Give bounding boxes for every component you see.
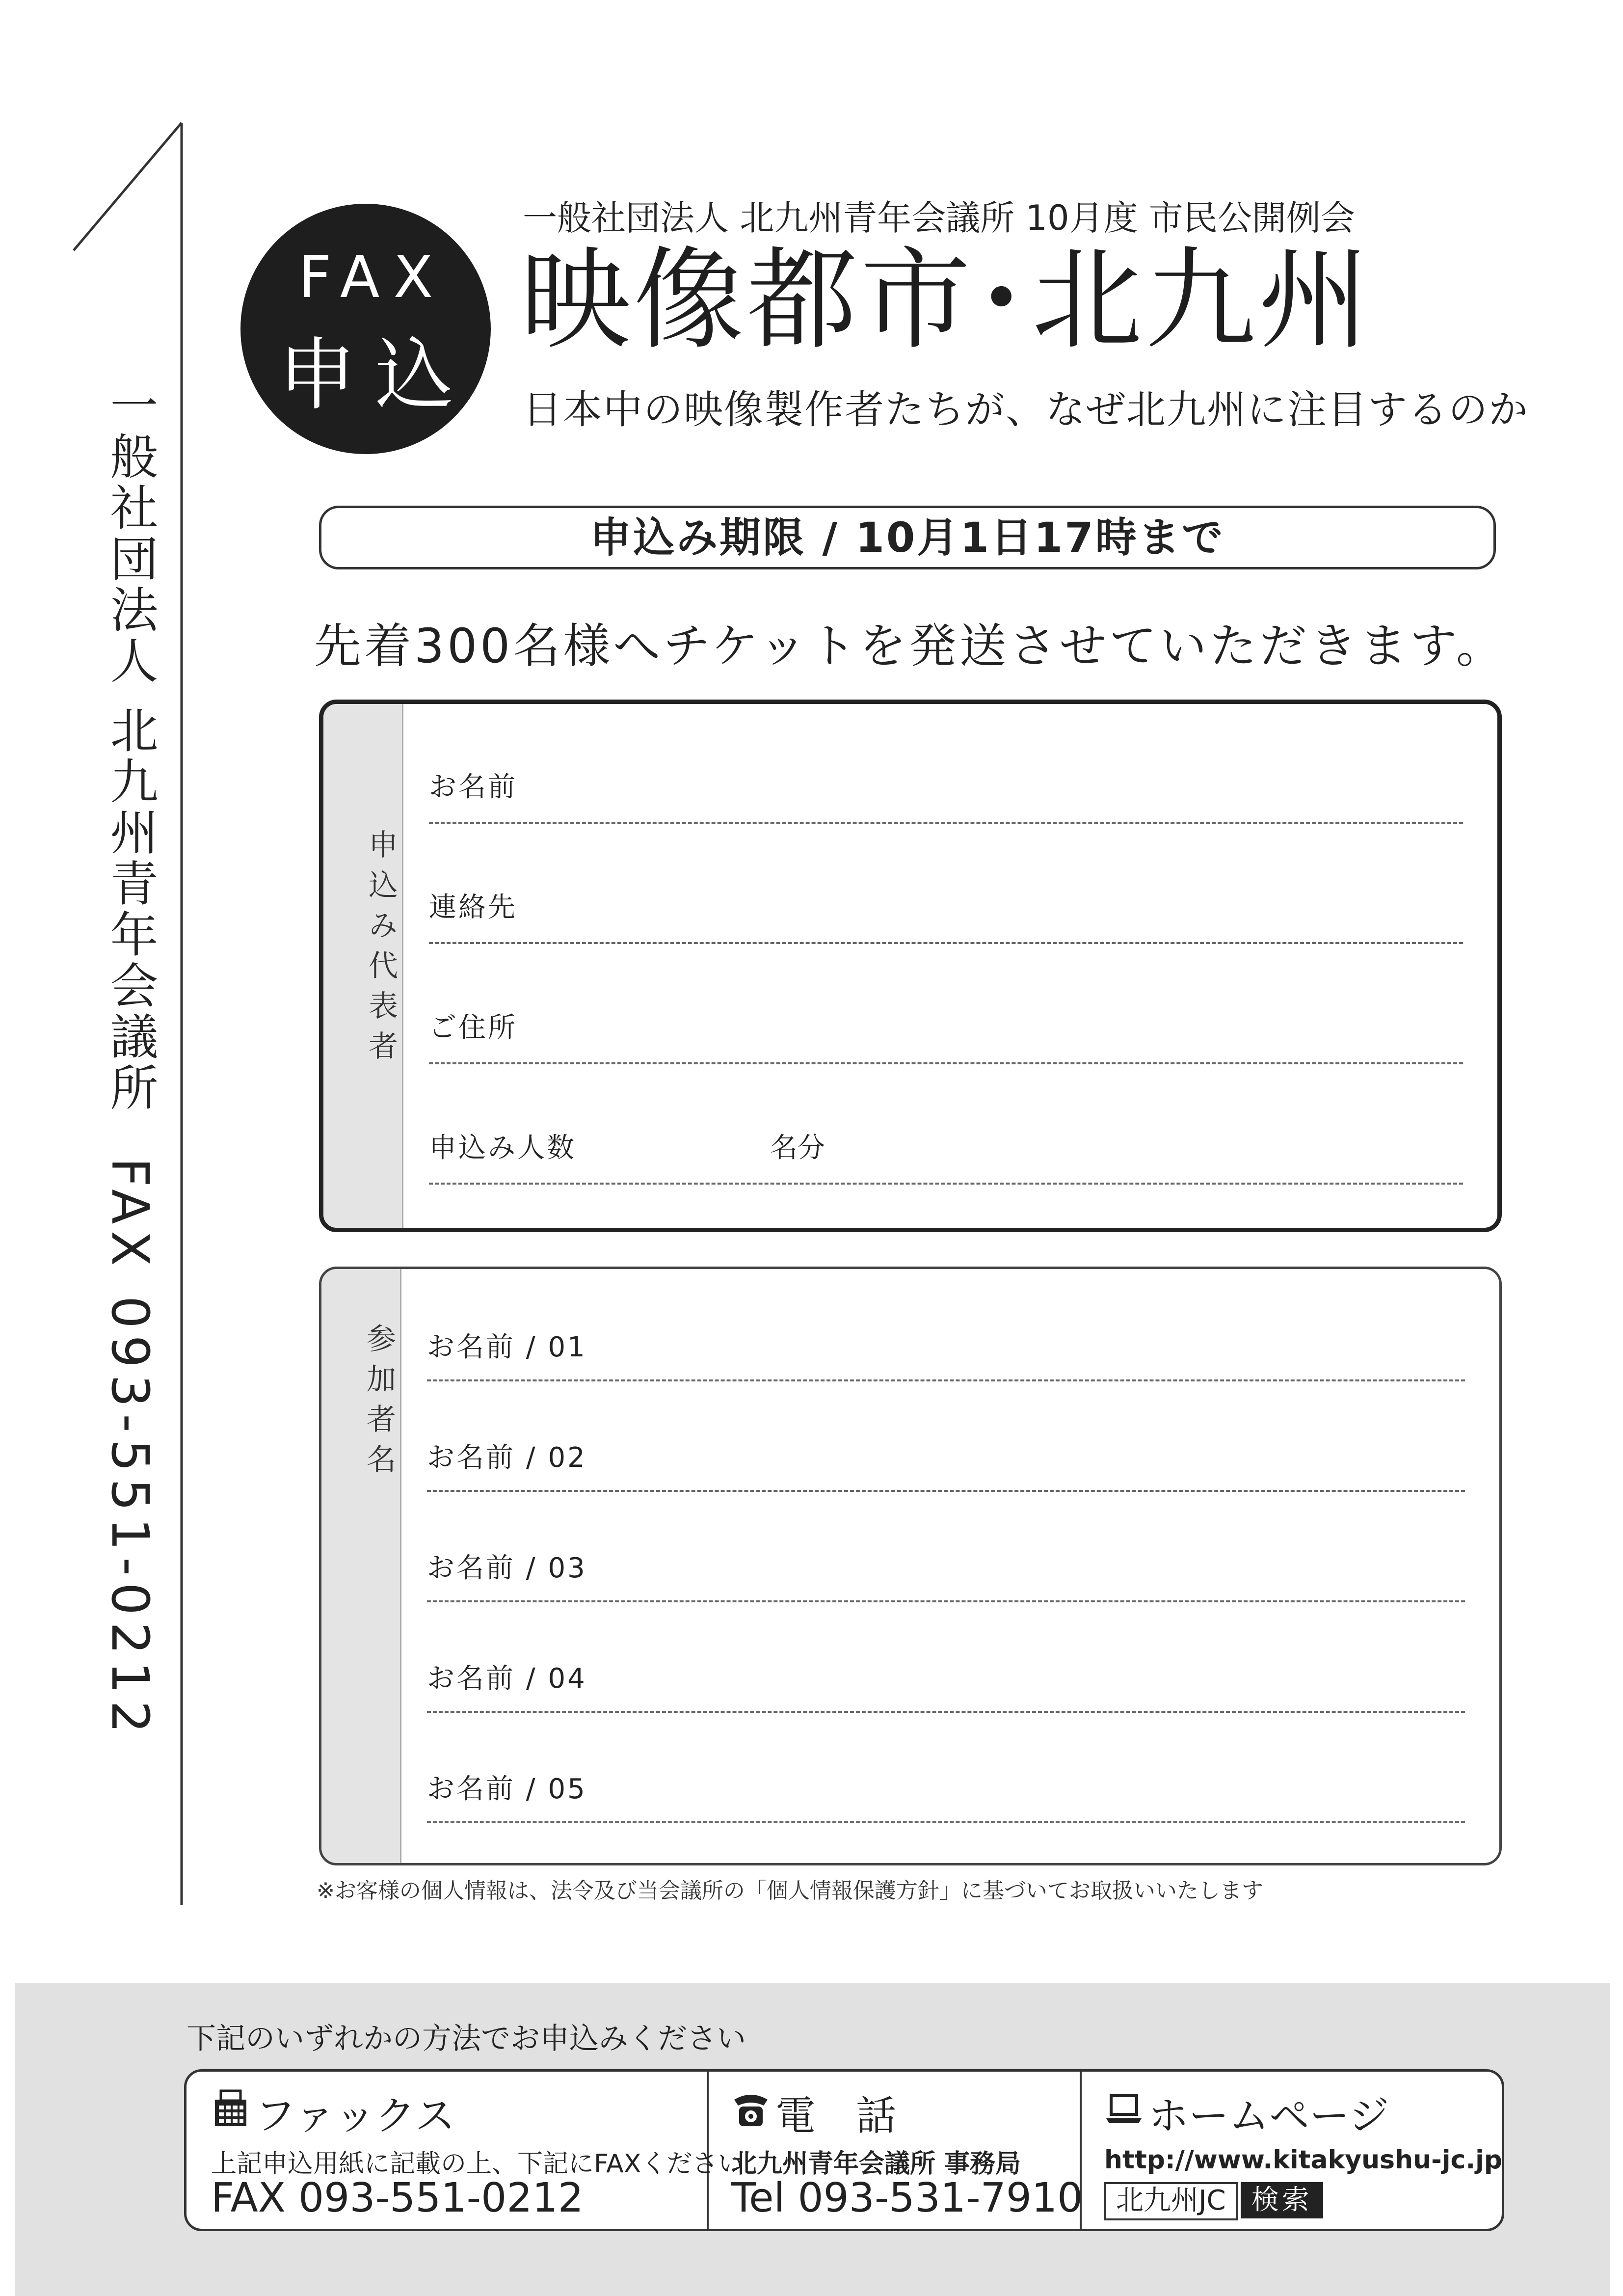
participant-name-field[interactable] <box>427 1711 1465 1713</box>
search-box <box>1104 2182 1323 2219</box>
fax-icon <box>211 2089 250 2128</box>
phone-icon <box>731 2089 771 2128</box>
applicant-count-field[interactable] <box>429 1183 1463 1185</box>
applicant-name-field[interactable] <box>429 822 1463 824</box>
applicant-section-label: 申込み代表者 <box>364 829 398 1071</box>
privacy-note: ※お客様の個人情報は、法令及び当会議所の「個人情報保護方針」に基づいてお取扱いいたします <box>317 1878 1263 1903</box>
participant-name-label: お名前 / 01 <box>427 1331 587 1363</box>
search-button: 検索 <box>1241 2182 1323 2218</box>
participant-form <box>319 1267 1502 1865</box>
phone-method-org: 北九州青年会議所 事務局 <box>731 2149 1021 2179</box>
fax-application-badge <box>240 204 491 454</box>
phone-method <box>707 2072 1082 2229</box>
search-term: 北九州JC <box>1104 2182 1238 2220</box>
participant-name-label: お名前 / 02 <box>427 1442 587 1474</box>
participant-name-label: お名前 / 05 <box>427 1773 587 1805</box>
fax-method <box>186 2072 744 2229</box>
applicant-count-unit: 名分 <box>770 1132 825 1164</box>
phone-method-number: Tel 093-531-7910 <box>731 2175 1083 2221</box>
applicant-contact-field[interactable] <box>429 942 1463 944</box>
deadline-banner: 申込み期限 / 10月1日17時まで <box>319 506 1496 569</box>
side-fax-number: FAX 093-551-0212 <box>100 1158 160 1740</box>
applicant-name-label: お名前 <box>429 771 517 803</box>
laptop-icon <box>1104 2089 1144 2128</box>
contact-methods-box <box>184 2069 1504 2231</box>
contact-methods-intro: 下記のいずれかの方法でお申込みください <box>186 2022 746 2056</box>
phone-method-title: 電 話 <box>775 2093 897 2139</box>
page-title: 映像都市･北九州 <box>520 236 1372 365</box>
fax-method-title: ファックス <box>255 2093 455 2139</box>
participant-section-label: 参加者名 <box>362 1323 396 1484</box>
applicant-count-label: 申込み人数 <box>429 1132 576 1164</box>
applicant-address-field[interactable] <box>429 1062 1463 1064</box>
participant-section-band <box>321 1269 401 1863</box>
applicant-contact-label: 連絡先 <box>429 891 517 923</box>
homepage-url[interactable]: http://www.kitakyushu-jc.jp <box>1104 2145 1503 2175</box>
web-method-title: ホームページ <box>1148 2093 1389 2139</box>
badge-fax-text: FAX <box>298 243 447 311</box>
participant-name-field[interactable] <box>427 1821 1465 1823</box>
participant-name-label: お名前 / 04 <box>427 1663 587 1695</box>
applicant-form <box>319 700 1502 1232</box>
side-org-name: 一般社団法人 北九州青年会議所 <box>102 380 158 1114</box>
applicant-section-band <box>323 704 403 1228</box>
participant-name-field[interactable] <box>427 1600 1465 1602</box>
participant-name-field[interactable] <box>427 1490 1465 1492</box>
event-organizer-line: 一般社団法人 北九州青年会議所 10月度 市民公開例会 <box>523 198 1355 238</box>
participant-name-field[interactable] <box>427 1379 1465 1381</box>
badge-apply-text: 申込 <box>277 329 472 421</box>
web-method <box>1080 2072 1502 2229</box>
page-subtitle: 日本中の映像製作者たちが、なぜ北九州に注目するのか <box>523 387 1529 432</box>
side-fax-caption <box>96 380 165 1740</box>
fax-method-description: 上記申込用紙に記載の上、下記にFAXください <box>211 2149 744 2179</box>
applicant-address-label: ご住所 <box>429 1012 517 1044</box>
ticket-notice: 先着300名様へチケットを発送させていただきます。 <box>314 619 1506 674</box>
fax-method-number: FAX 093-551-0212 <box>211 2175 584 2221</box>
participant-name-label: お名前 / 03 <box>427 1552 587 1584</box>
